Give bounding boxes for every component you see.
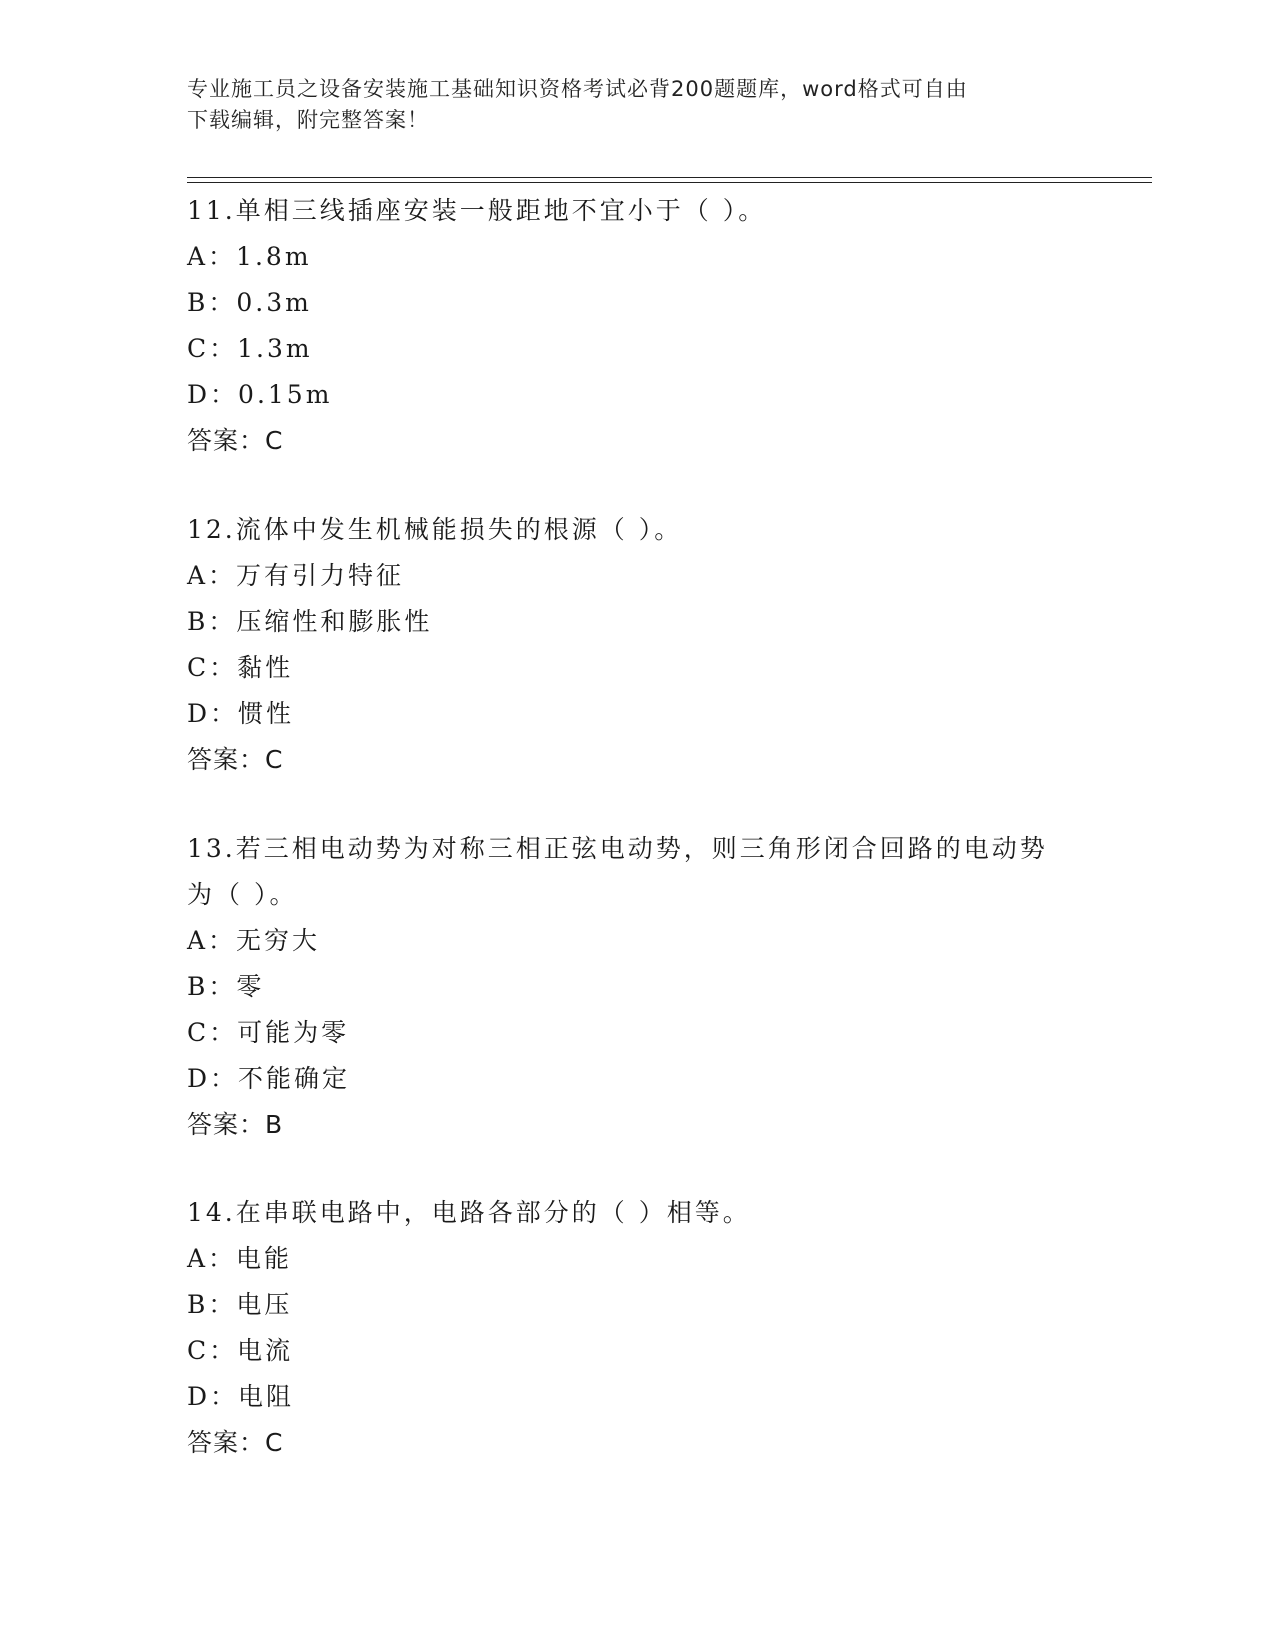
question-stem-line-1: 13.若三相电动势为对称三相正弦电动势，则三角形闭合回路的电动势	[187, 834, 1048, 863]
header-line-1: 专业施工员之设备安装施工基础知识资格考试必背200题题库，word格式可自由	[187, 77, 968, 101]
document-header	[187, 74, 1067, 136]
option-b: B：电压	[187, 1290, 293, 1319]
option-d: D：惯性	[187, 699, 295, 728]
question-stem: 12.流体中发生机械能损失的根源（ ）。	[187, 515, 683, 544]
option-c: C：黏性	[187, 653, 294, 682]
question-stem: 11.单相三线插座安装一般距地不宜小于（ ）。	[187, 196, 767, 225]
option-b: B：0.3m	[187, 288, 312, 317]
question-12	[187, 507, 1087, 783]
option-a: A：电能	[187, 1244, 293, 1273]
question-stem-line-2: 为（ ）。	[187, 880, 298, 909]
option-c: C：1.3m	[187, 334, 313, 363]
option-d: D：不能确定	[187, 1064, 351, 1093]
question-11	[187, 188, 1087, 464]
answer: 答案：C	[187, 1428, 284, 1457]
option-d: D：0.15m	[187, 380, 333, 409]
option-c: C：电流	[187, 1336, 294, 1365]
answer: 答案：C	[187, 745, 284, 774]
option-c: C：可能为零	[187, 1018, 350, 1047]
header-line-2: 下载编辑，附完整答案！	[187, 108, 429, 132]
option-a: A：1.8m	[187, 242, 312, 271]
option-b: B：零	[187, 972, 265, 1001]
question-14	[187, 1190, 1087, 1466]
answer: 答案：C	[187, 426, 284, 455]
option-d: D：电阻	[187, 1382, 295, 1411]
option-a: A：无穷大	[187, 926, 321, 955]
answer: 答案：B	[187, 1110, 284, 1139]
question-13	[187, 826, 1087, 1148]
header-divider-bottom	[187, 182, 1152, 183]
question-stem: 14.在串联电路中，电路各部分的（ ）相等。	[187, 1198, 751, 1227]
option-a: A：万有引力特征	[187, 561, 405, 590]
option-b: B：压缩性和膨胀性	[187, 607, 433, 636]
header-divider-top	[187, 177, 1152, 178]
